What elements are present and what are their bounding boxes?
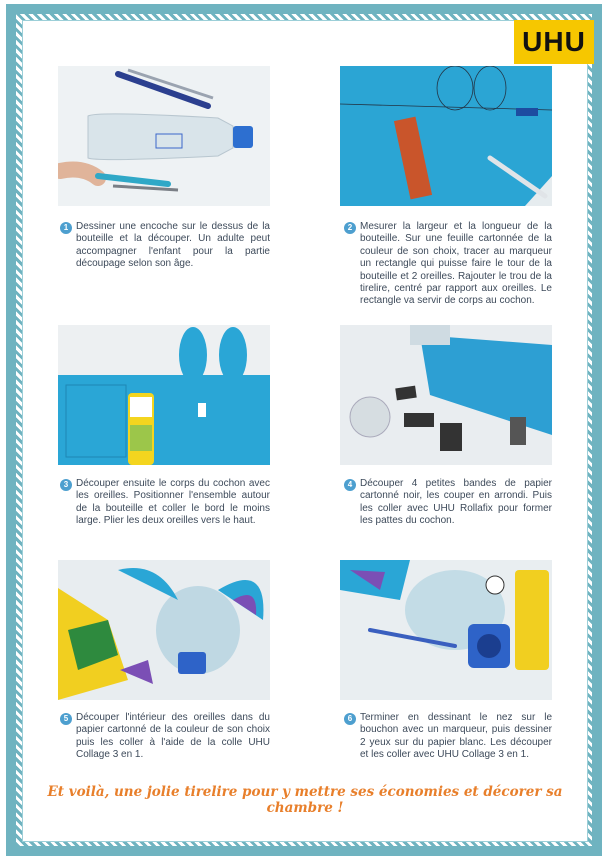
- step-3-description: Découper ensuite le corps du cochon avec les oreilles. Positionner l'ensemble autour de la bouteille et coller le bord le moins large. Plier les deux oreilles vers le haut.: [76, 478, 270, 527]
- logo-text: UHU: [522, 26, 586, 57]
- closing-message: Et voilà, une jolie tirelire pour y mettre ses économies et décorer sa chambre !: [47, 784, 563, 816]
- step-4-text: [347, 478, 552, 528]
- step-1-badge: 1: [60, 222, 72, 234]
- step-5-badge: 5: [60, 713, 72, 725]
- step-6-description: Terminer en dessinant le nez sur le bouchon avec un marqueur, puis dessiner 2 yeux sur du papier blanc. Les découper et les coller avec UHU Collage 3 en 1.: [360, 712, 552, 761]
- step-2-badge: 2: [344, 222, 356, 234]
- step-5-text: [63, 712, 270, 762]
- step-6-photo: [340, 560, 552, 700]
- step-3-text: [63, 478, 270, 528]
- step-2-text: [347, 221, 552, 308]
- step-2-description: Mesurer la largeur et la longueur de la bouteille. Sur une feuille cartonnée de la couleur de son choix, tracer au marqueur un rectangle qui puisse faire le tour de la bouteille et 2 oreilles. Rajouter le trou de la tirelire, centré par rapport aux oreilles. Le rectangle va servir de corps au cochon.: [360, 221, 552, 307]
- step-1-text: [63, 221, 270, 271]
- step-3-photo: [58, 325, 270, 465]
- step-5-description: Découper l'intérieur des oreilles dans du papier cartonné de la couleur de son choix puis les coller à l'aide de la colle UHU Collage 3 en 1.: [76, 712, 270, 761]
- step-3-badge: 3: [60, 479, 72, 491]
- step-6-text: [347, 712, 552, 762]
- step-1-photo: [58, 66, 270, 206]
- step-6-badge: 6: [344, 713, 356, 725]
- step-4-badge: 4: [344, 479, 356, 491]
- step-4-description: Découper 4 petites bandes de papier cartonné noir, les couper en arrondi. Puis les coller avec UHU Rollafix pour former les pattes du cochon.: [360, 478, 552, 527]
- step-2-photo: [340, 66, 552, 206]
- step-5-photo: [58, 560, 270, 700]
- step-4-photo: [340, 325, 552, 465]
- uhu-logo: [514, 20, 594, 64]
- step-1-description: Dessiner une encoche sur le dessus de la bouteille et la découper. Un adulte peut accompagner l'enfant pour la partie découpage selon son âge.: [76, 221, 270, 270]
